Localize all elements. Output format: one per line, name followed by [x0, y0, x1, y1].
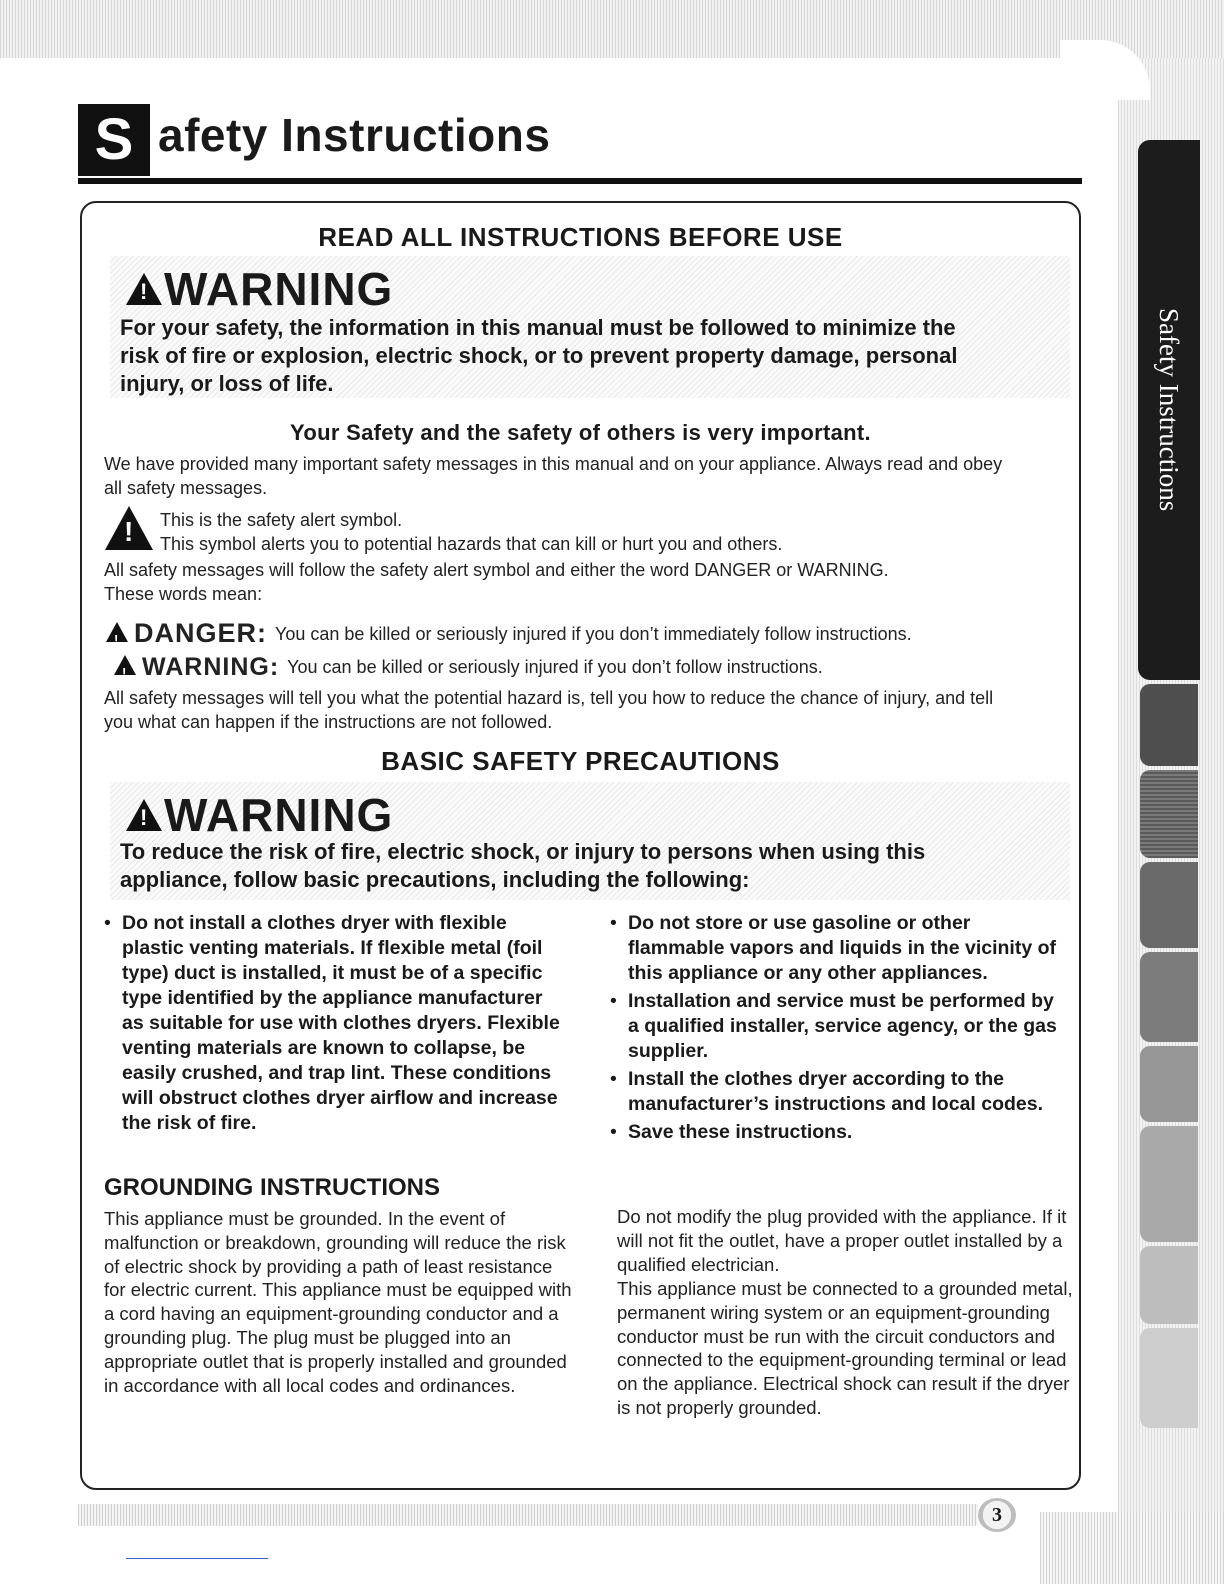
- warning-triangle-icon: [126, 273, 162, 305]
- read-all-heading: READ ALL INSTRUCTIONS BEFORE USE: [318, 222, 843, 252]
- danger-text: You can be killed or seriously injured if you don’t immediately follow instructions.: [275, 624, 912, 644]
- intro-line: We have provided many important safety messages in this manual and on your appliance. Always read and obey: [104, 454, 1003, 474]
- bottom-right-pattern: [1040, 1512, 1224, 1584]
- precautions-list-left: [102, 911, 564, 1139]
- grounding-heading: GROUNDING INSTRUCTIONS: [104, 1174, 440, 1201]
- warning-title-1: [126, 262, 393, 316]
- symbol-description: [160, 508, 782, 556]
- warning-banner-2: [110, 782, 1070, 900]
- warning-line: For your safety, the information in this manual must be followed to minimize the: [120, 315, 956, 340]
- section-tab-label: Safety Instructions: [1154, 308, 1184, 512]
- section-tab-4[interactable]: [1140, 862, 1198, 948]
- warning-small-triangle-icon: [114, 655, 136, 675]
- warning-def-text: You can be killed or seriously injured if you don’t follow instructions.: [287, 657, 823, 677]
- page-title: [78, 104, 1082, 184]
- section-tab-2[interactable]: [1140, 684, 1198, 766]
- warning-line: To reduce the risk of fire, electric shock, or injury to persons when using this: [120, 839, 926, 864]
- list-item: • Do not install a clothes dryer with flexible plastic venting materials. If flexible metal (foil type) duct is installed, it must be of a specific type identified by the appliance manufacturer as suitable for use with clothes dryers. Flexible venting materials are known to collapse, be easily crushed, and trap lint. These conditions will obstruct clothes dryer airflow and increase the risk of fire.: [102, 911, 564, 1136]
- page-title-initial: S: [78, 104, 150, 176]
- grounding-paragraph-right-1: Do not modify the plug provided with the appliance. If it will not fit the outlet, have a proper outlet installed by a qualified electrician.: [617, 1206, 1067, 1275]
- footer-rule: [126, 1558, 268, 1559]
- tell-line: you what can happen if the instructions are not followed.: [104, 712, 553, 732]
- page-number: 3: [978, 1498, 1016, 1532]
- warning-title-text: WARNING: [164, 263, 394, 315]
- symbol-line: This symbol alerts you to potential hazards that can kill or hurt you and others.: [160, 534, 783, 554]
- section-tab-6[interactable]: [1140, 1046, 1198, 1122]
- section-tab-3[interactable]: [1140, 770, 1198, 858]
- list-item: • Installation and service must be performed by a qualified installer, service agency, or the gas supplier.: [608, 989, 1066, 1064]
- warning-word: WARNING:: [142, 653, 280, 681]
- section-tab-5[interactable]: [1140, 952, 1198, 1042]
- warning-triangle-icon: [126, 799, 162, 831]
- grounding-paragraph-left: This appliance must be grounded. In the event of malfunction or breakdown, grounding will reduce the risk of electric shock by providing a path of least resistance for electric current. This appliance must be equipped with a cord having an equipment-grounding conductor and a grounding plug. The plug must be plugged into an appropriate outlet that is properly installed and grounded in accordance with all local codes and ordinances.: [104, 1208, 572, 1396]
- safety-alert-symbol-icon: [105, 506, 153, 550]
- top-pattern-band: [0, 0, 1224, 58]
- symbol-line: This is the safety alert symbol.: [160, 510, 403, 530]
- warning-text-2: [120, 838, 925, 894]
- list-item: • Install the clothes dryer according to the manufacturer’s instructions and local codes.: [608, 1067, 1066, 1117]
- warning-text-1: [120, 314, 957, 398]
- warning-title-text: WARNING: [164, 789, 394, 841]
- page-title-text: afety Instructions: [158, 109, 551, 161]
- section-tab-8[interactable]: [1140, 1246, 1198, 1324]
- safety-important-heading: Your Safety and the safety of others is very important.: [290, 420, 871, 445]
- grounding-paragraph-right-2: This appliance must be connected to a grounded metal, permanent wiring system or an equipment-grounding conductor must be run with the circuit conductors and connected to the equipment-grounding terminal or lead on the appliance. Electrical shock can result if the dryer is not properly grounded.: [617, 1278, 1073, 1418]
- warning-definition: [114, 653, 823, 681]
- danger-word: DANGER:: [134, 618, 267, 648]
- section-tab-9[interactable]: [1140, 1328, 1198, 1428]
- intro-line: all safety messages.: [104, 478, 268, 498]
- bottom-pattern-band: [78, 1504, 978, 1526]
- warning-banner-1: [110, 256, 1070, 398]
- tell-line: All safety messages will tell you what the potential hazard is, tell you how to reduce the chance of injury, and tell: [104, 688, 994, 708]
- intro-paragraph: [104, 452, 1002, 500]
- warning-title-2: [126, 788, 393, 842]
- list-item: • Save these instructions.: [608, 1120, 1066, 1145]
- tell-paragraph: [104, 686, 993, 734]
- precautions-list-right: [608, 911, 1066, 1148]
- warning-line: injury, or loss of life.: [120, 371, 334, 396]
- list-item: • Do not store or use gasoline or other flammable vapors and liquids in the vicinity of this appliance or any other appliances.: [608, 911, 1066, 986]
- warning-line: appliance, follow basic precautions, including the following:: [120, 867, 750, 892]
- danger-triangle-icon: [106, 622, 128, 642]
- follow-line: All safety messages will follow the safety alert symbol and either the word DANGER or WARNING.: [104, 560, 889, 580]
- section-tab-7[interactable]: [1140, 1126, 1198, 1242]
- basic-precautions-heading: BASIC SAFETY PRECAUTIONS: [381, 746, 780, 776]
- danger-definition: [106, 619, 912, 648]
- follow-line: These words mean:: [104, 584, 263, 604]
- warning-line: risk of fire or explosion, electric shock, or to prevent property damage, personal: [120, 343, 958, 368]
- follow-paragraph: [104, 558, 889, 606]
